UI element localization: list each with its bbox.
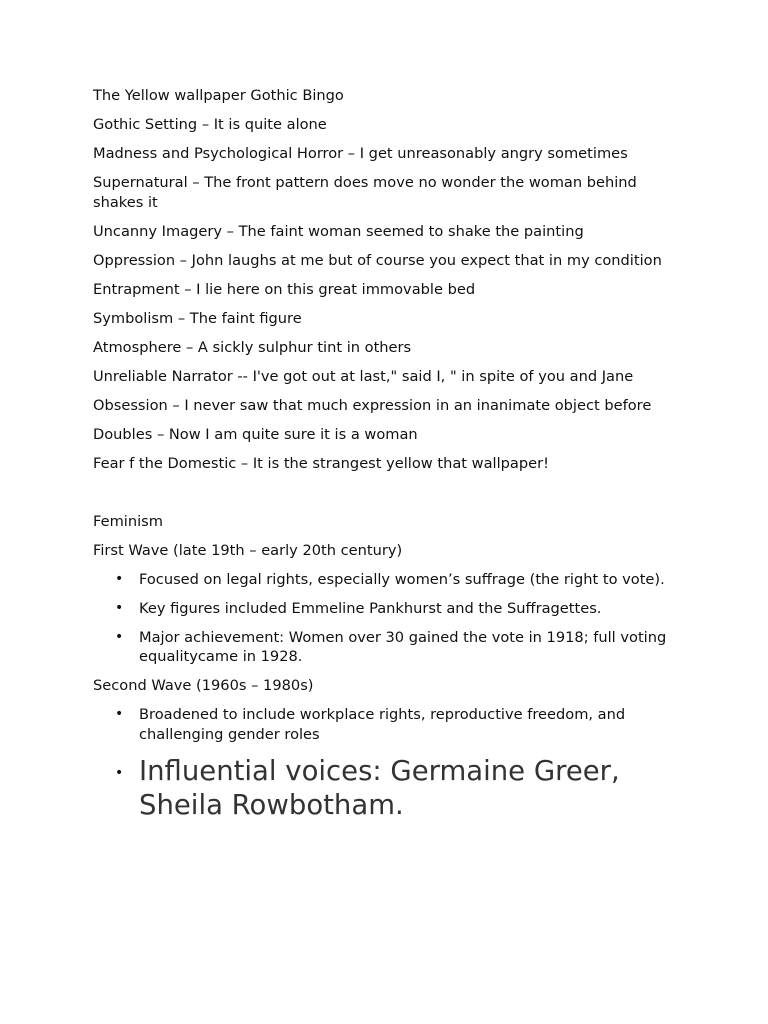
list-item-text: Influential voices: Germaine Greer, Sheila Rowbotham. xyxy=(139,754,620,821)
bingo-item-oppression: Oppression – John laughs at me but of course you expect that in my condition xyxy=(93,251,662,269)
bullet-icon: • xyxy=(115,570,124,587)
bingo-item-fear-of-domestic: Fear f the Domestic – It is the strangest yellow that wallpaper! xyxy=(93,454,549,472)
bingo-item-madness: Madness and Psychological Horror – I get unreasonably angry sometimes xyxy=(93,145,628,162)
second-wave-list xyxy=(93,705,683,822)
bullet-icon: • xyxy=(115,599,124,616)
bullet-icon: • xyxy=(115,706,124,722)
list-item-text: Major achievement: Women over 30 gained the vote in 1918; full voting equalitycame in 1928. xyxy=(139,628,667,665)
first-wave-list xyxy=(93,570,683,667)
document-title: The Yellow wallpaper Gothic Bingo xyxy=(93,87,344,104)
bingo-item-unreliable-narrator: Unreliable Narrator -- I've got out at last," said I, " in spite of you and Jane xyxy=(93,367,634,385)
list-item xyxy=(115,754,683,822)
list-item xyxy=(115,570,683,590)
list-item xyxy=(115,628,683,667)
bingo-item-symbolism: Symbolism – The faint figure xyxy=(93,309,302,327)
document-page xyxy=(93,86,683,831)
list-item-text: Focused on legal rights, especially women’s suffrage (the right to vote). xyxy=(139,570,665,588)
bingo-item-atmosphere: Atmosphere – A sickly sulphur tint in others xyxy=(93,338,412,356)
first-wave-heading: First Wave (late 19th – early 20th century) xyxy=(93,541,403,559)
bullet-icon: • xyxy=(115,764,124,781)
bingo-item-doubles: Doubles – Now I am quite sure it is a woman xyxy=(93,425,418,443)
feminism-heading: Feminism xyxy=(93,512,163,530)
list-item xyxy=(115,705,683,744)
bingo-item-entrapment: Entrapment – I lie here on this great immovable bed xyxy=(93,280,476,298)
list-item-text: Broadened to include workplace rights, reproductive freedom, and challenging gender roles xyxy=(139,706,626,743)
bullet-icon: • xyxy=(115,628,124,645)
bingo-item-gothic-setting: Gothic Setting – It is quite alone xyxy=(93,116,327,133)
second-wave-heading: Second Wave (1960s – 1980s) xyxy=(93,677,314,694)
bingo-item-uncanny-imagery: Uncanny Imagery – The faint woman seemed to shake the painting xyxy=(93,222,584,240)
list-item-text: Key figures included Emmeline Pankhurst and the Suffragettes. xyxy=(139,599,602,617)
bingo-item-supernatural: Supernatural – The front pattern does move no wonder the woman behind shakes it xyxy=(93,174,637,211)
bingo-item-obsession: Obsession – I never saw that much expression in an inanimate object before xyxy=(93,396,652,414)
list-item xyxy=(115,599,683,619)
section-spacer xyxy=(93,483,683,512)
